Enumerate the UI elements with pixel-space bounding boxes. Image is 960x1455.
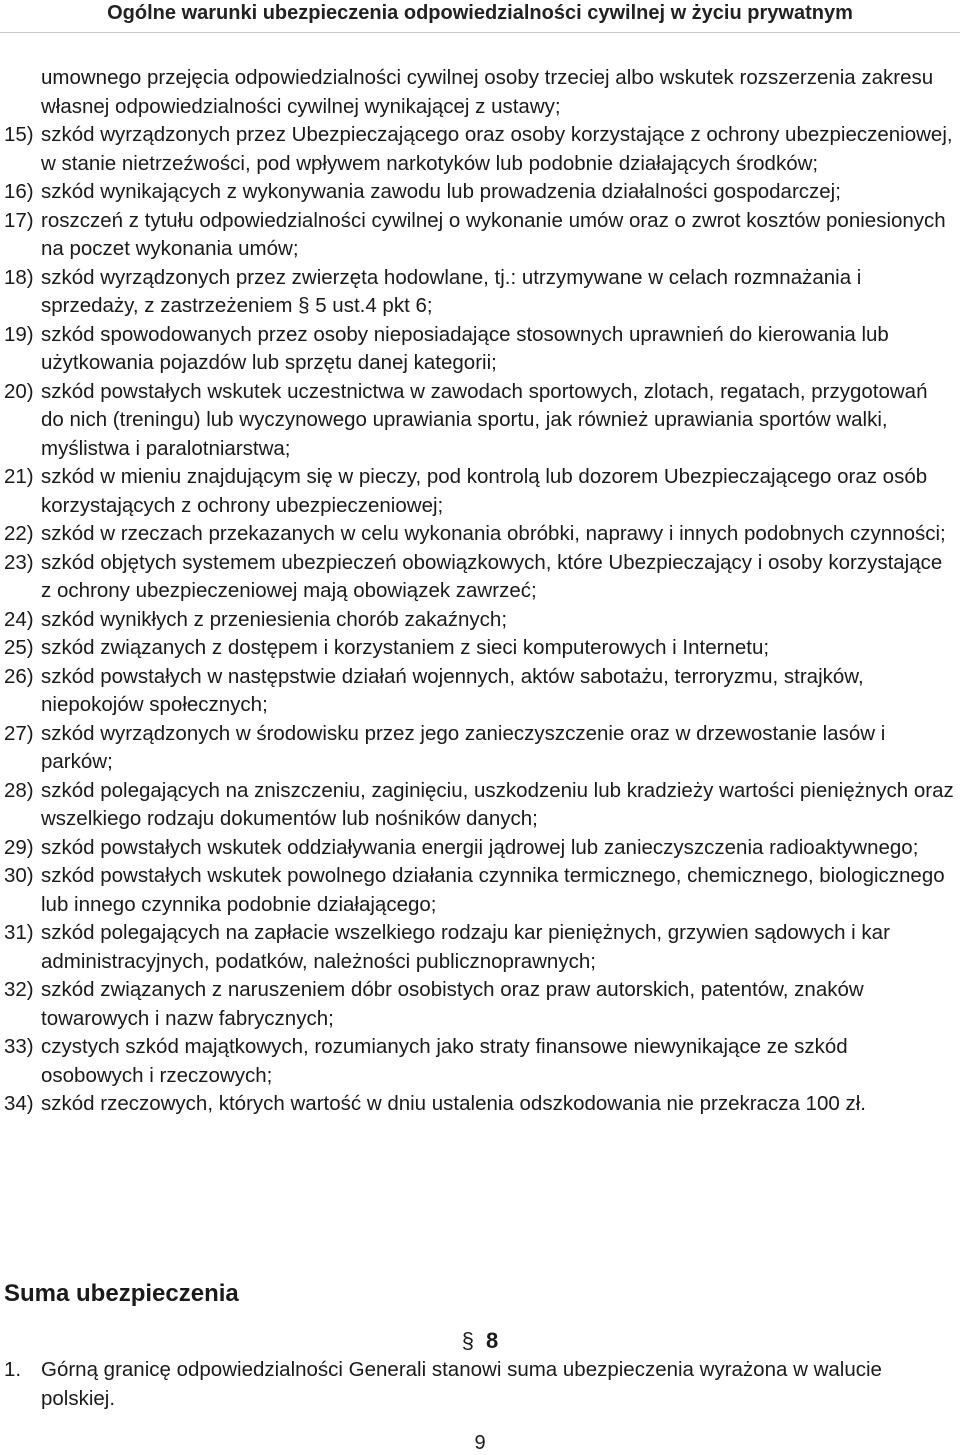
- list-item-text: szkód związanych z dostępem i korzystaniem z sieci komputerowych i Internetu;: [41, 636, 770, 659]
- list-item-number: 27): [4, 721, 34, 745]
- list-item: [4, 606, 954, 635]
- exclusions-list: [4, 64, 954, 1119]
- list-item-text: szkód wyrządzonych przez zwierzęta hodowlane, tj.: utrzymywane w celach rozmnażania i sprzedaży, z zastrzeżeniem § 5 ust.4 pkt 6;: [41, 265, 862, 317]
- list-item: [4, 378, 954, 464]
- list-item-text: szkód w rzeczach przekazanych w celu wykonania obróbki, naprawy i innych podobnych czynności;: [41, 522, 946, 545]
- list-item-text: szkód powstałych w następstwie działań wojennych, aktów sabotażu, terroryzmu, strajków, niepokojów społecznych;: [41, 664, 864, 716]
- list-item-number: 22): [4, 522, 34, 545]
- list-item-number: 19): [4, 322, 34, 346]
- clause-number: 1.: [4, 1358, 22, 1381]
- list-item-number: 33): [4, 1035, 34, 1058]
- list-item-number: 17): [4, 208, 34, 232]
- list-item: [4, 1090, 954, 1119]
- list-item-text: szkód wyrządzonych przez Ubezpieczającego oraz osoby korzystające z ochrony ubezpieczeniowej, w stanie nietrzeźwości, pod wpływem narkotyków lub podobnie działających środków;: [41, 123, 953, 175]
- list-item-text: szkód wynikających z wykonywania zawodu lub prowadzenia działalności gospodarczej;: [41, 180, 841, 203]
- list-item: [4, 919, 954, 976]
- list-item-number: 34): [4, 1092, 34, 1115]
- list-item-text: szkód wynikłych z przeniesienia chorób zakaźnych;: [41, 607, 508, 631]
- list-item-number: 15): [4, 123, 34, 146]
- list-item-text: szkód wyrządzonych w środowisku przez jego zanieczyszczenie oraz w drzewostanie lasów i parków;: [41, 721, 886, 773]
- list-item: [4, 720, 954, 777]
- paragraph-heading: [0, 1327, 960, 1355]
- exclusion-items: [4, 121, 954, 1119]
- list-item-number: 31): [4, 921, 34, 944]
- clause-text: Górną granicę odpowiedzialności Generali stanowi suma ubezpieczenia wyrażona w walucie polskiej.: [41, 1358, 882, 1410]
- list-item-text: roszczeń z tytułu odpowiedzialności cywilnej o wykonanie umów oraz o zwrot kosztów poniesionych na poczet wykonania umów;: [41, 208, 946, 260]
- list-item-text: szkód objętych systemem ubezpieczeń obowiązkowych, które Ubezpieczający i osoby korzystające z ochrony ubezpieczeniowej mają obowiązek zawrzeć;: [41, 550, 943, 602]
- list-item: [4, 207, 954, 264]
- list-item: [4, 777, 954, 834]
- list-item-text: szkód spowodowanych przez osoby nieposiadające stosownych uprawnień do kierowania lub użytkowania pojazdów lub sprzętu danej kategorii;: [41, 322, 889, 374]
- continuation-text: umownego przejęcia odpowiedzialności cywilnej osoby trzeciej albo wskutek rozszerzenia zakresu własnej odpowiedzialności cywilnej wynikającej z ustawy;: [41, 66, 934, 118]
- list-item: [4, 634, 954, 663]
- list-item-text: szkód polegających na zniszczeniu, zaginięciu, uszkodzeniu lub kradzieży wartości pieniężnych oraz wszelkiego rodzaju dokumentów lub nośników danych;: [41, 778, 954, 830]
- list-item: [4, 862, 954, 919]
- list-item-text: szkód polegających na zapłacie wszelkiego rodzaju kar pieniężnych, grzywien sądowych i kar administracyjnych, podatków, należności publicznoprawnych;: [41, 921, 890, 973]
- list-item-text: szkód w mieniu znajdującym się w pieczy, pod kontrolą lub dozorem Ubezpieczającego oraz osób korzystających z ochrony ubezpieczeniowej;: [41, 465, 928, 517]
- list-item: [4, 663, 954, 720]
- list-item-text: szkód powstałych wskutek oddziaływania energii jądrowej lub zanieczyszczenia radioaktywnego;: [41, 835, 919, 859]
- list-item-number: 28): [4, 778, 34, 802]
- section-title: Suma ubezpieczenia: [4, 1280, 239, 1307]
- list-item: [4, 463, 954, 520]
- list-item: [4, 1033, 954, 1090]
- list-item: [4, 178, 954, 207]
- paragraph-number: 8: [486, 1328, 499, 1353]
- list-item-number: 26): [4, 664, 34, 688]
- header-divider: [0, 32, 960, 33]
- list-item: [4, 121, 954, 178]
- list-item: [4, 549, 954, 606]
- list-item-text: szkód powstałych wskutek uczestnictwa w zawodach sportowych, zlotach, regatach, przygotowań do nich (treningu) lub wyczynowego uprawiania sportu, jak również uprawiania sportów walki, myślistwa i paralotniarstwa;: [41, 379, 928, 460]
- list-item-text: szkód związanych z naruszeniem dóbr osobistych oraz praw autorskich, patentów, znaków towarowych i nazw fabrycznych;: [41, 978, 864, 1030]
- paragraph-symbol: §: [461, 1328, 474, 1353]
- list-item-number: 20): [4, 379, 34, 403]
- list-item-number: 23): [4, 550, 34, 574]
- list-item: [4, 264, 954, 321]
- list-item-number: 16): [4, 180, 34, 203]
- list-item: [4, 520, 954, 549]
- list-item-number: 32): [4, 978, 34, 1001]
- list-item: [4, 976, 954, 1033]
- list-item-number: 30): [4, 864, 34, 887]
- list-item-number: 21): [4, 465, 34, 488]
- list-item-number: 25): [4, 636, 34, 659]
- list-item-number: 18): [4, 265, 34, 289]
- page-number: 9: [474, 1432, 486, 1454]
- clause-item: [4, 1356, 954, 1413]
- list-item-text: szkód powstałych wskutek powolnego działania czynnika termicznego, chemicznego, biologicznego lub innego czynnika podobnie działającego;: [41, 864, 945, 916]
- list-item-text: szkód rzeczowych, których wartość w dniu ustalenia odszkodowania nie przekracza 100 zł.: [41, 1092, 866, 1115]
- list-item-number: 29): [4, 835, 34, 859]
- list-item: [4, 834, 954, 863]
- list-item-number: 24): [4, 607, 34, 631]
- list-item: [4, 321, 954, 378]
- page-header: Ogólne warunki ubezpieczenia odpowiedzialności cywilnej w życiu prywatnym: [107, 2, 853, 24]
- list-item-text: czystych szkód majątkowych, rozumianych jako straty finansowe niewynikające ze szkód osobowych i rzeczowych;: [41, 1035, 848, 1087]
